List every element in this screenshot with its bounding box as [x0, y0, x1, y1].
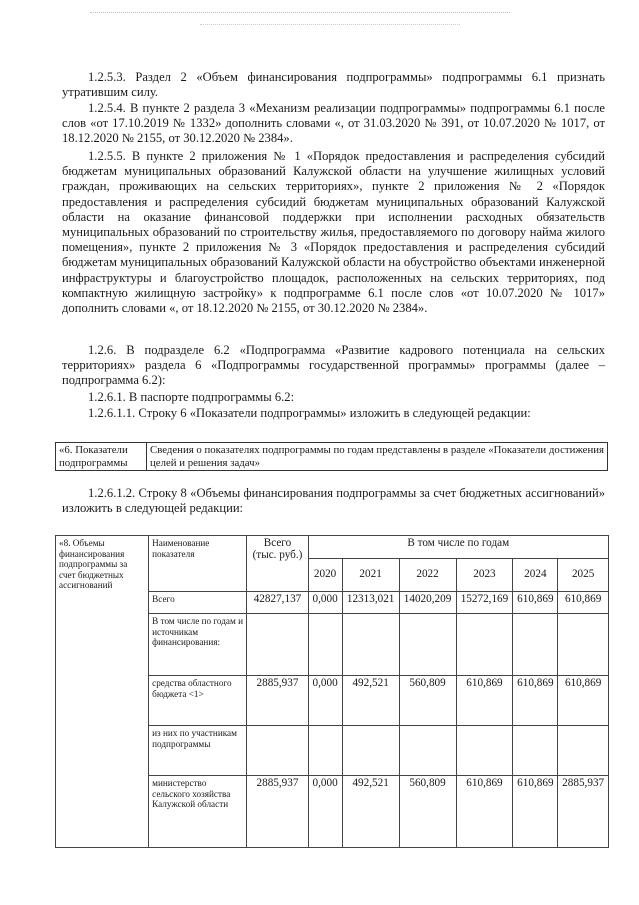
- indicators-label-cell: «6. Показатели подпрограммы: [56, 443, 147, 471]
- table-header-row: [56, 536, 609, 559]
- row-value: 12313,021: [342, 592, 399, 614]
- scan-artifact: [90, 12, 510, 14]
- year-header: 2025: [558, 559, 609, 592]
- row-value: 610,869: [558, 676, 609, 726]
- row-value: 14020,209: [399, 592, 456, 614]
- row-value: 0,000: [308, 592, 342, 614]
- row-name: Всего: [149, 592, 247, 614]
- row-value: 560,809: [399, 776, 456, 848]
- year-header: 2024: [513, 559, 558, 592]
- row-value: [456, 726, 513, 776]
- row-value: 610,869: [513, 776, 558, 848]
- indicators-table: [55, 442, 608, 471]
- col-years-title: В том числе по годам: [308, 536, 608, 559]
- year-header: 2023: [456, 559, 513, 592]
- row-value: 610,869: [558, 592, 609, 614]
- row-value: [558, 726, 609, 776]
- row-name: министерство сельского хозяйства Калужской области: [149, 776, 247, 848]
- row-value: 0,000: [308, 776, 342, 848]
- row-value: 15272,169: [456, 592, 513, 614]
- table-row: [56, 443, 608, 471]
- row-value: 610,869: [456, 776, 513, 848]
- scan-artifact: [200, 24, 460, 26]
- paragraph-1-2-6-1-1: 1.2.6.1.1. Строку 6 «Показатели подпрограммы» изложить в следующей редакции:: [88, 406, 531, 420]
- row-total: [247, 726, 308, 776]
- row-value: [342, 726, 399, 776]
- paragraph-1-2-5-4: 1.2.5.4. В пункте 2 раздела 3 «Механизм реализации подпрограммы» подпрограммы 6.1 после слов «от 17.10.2019 № 1332» дополнить словами «, от 31.03.2020 № 391, от 10.07.2020 № 1017, от 18.12.2020 № 2155, от 30.12.2020 № 2384».: [62, 101, 605, 146]
- row-total: [247, 614, 308, 676]
- financing-row-label: «8. Объемы финансирования подпрограммы за счет бюджетных ассигнований: [56, 536, 149, 848]
- row-value: [558, 614, 609, 676]
- row-name: средства областного бюджета <1>: [149, 676, 247, 726]
- row-value: 0,000: [308, 676, 342, 726]
- paragraph-1-2-6: 1.2.6. В подразделе 6.2 «Подпрограмма «Развитие кадрового потенциала на сельских территориях» раздела 6 «Подпрограммы государственной программы» программы (далее – подпрограмма 6.2):: [62, 343, 605, 388]
- row-name: В том числе по годам и источникам финансирования:: [149, 614, 247, 676]
- row-total: 2885,937: [247, 776, 308, 848]
- paragraph-1-2-6-1: 1.2.6.1. В паспорте подпрограммы 6.2:: [88, 390, 295, 404]
- paragraph-1-2-6-1-2: 1.2.6.1.2. Строку 8 «Объемы финансирования подпрограммы за счет бюджетных ассигнований» изложить в следующей редакции:: [62, 486, 605, 516]
- row-value: 610,869: [513, 592, 558, 614]
- row-value: [308, 726, 342, 776]
- row-value: [399, 614, 456, 676]
- row-value: [513, 726, 558, 776]
- row-value: 610,869: [513, 676, 558, 726]
- row-value: 560,809: [399, 676, 456, 726]
- col-total-header: Всего (тыс. руб.): [247, 536, 308, 592]
- row-value: 492,521: [342, 676, 399, 726]
- row-value: [342, 614, 399, 676]
- row-value: 610,869: [456, 676, 513, 726]
- row-value: [513, 614, 558, 676]
- col-name-header: Наименование показателя: [149, 536, 247, 592]
- row-value: 492,521: [342, 776, 399, 848]
- paragraph-1-2-5-5: 1.2.5.5. В пункте 2 приложения № 1 «Порядок предоставления и распределения субсидий бюджетам муниципальных образований Калужской области на улучшение жилищных условий граждан, проживающих на сельских территориях», пункте 2 приложения № 2 «Порядок предоставления и распределения субсидий бюджетам муниципальных образований Калужской области на оказание финансовой поддержки при исполнении расходных обязательств муниципальных образований по строительству жилья, предоставляемого по договору найма жилого помещения», пункте 2 приложения № 3 «Порядок предоставления и распределения субсидий бюджетам муниципальных образований Калужской области на обустройство объектами инженерной инфраструктуры и благоустройство площадок, расположенных на сельских территориях, под компактную жилищную застройку» к подпрограмме 6.1 после слов «от 10.07.2020 № 1017» дополнить словами «, от 18.12.2020 № 2155, от 30.12.2020 № 2384».: [62, 149, 605, 316]
- row-total: 42827,137: [247, 592, 308, 614]
- paragraph-1-2-5-3: 1.2.5.3. Раздел 2 «Объем финансирования подпрограммы» подпрограммы 6.1 признать утратившим силу.: [62, 70, 605, 100]
- row-value: 2885,937: [558, 776, 609, 848]
- year-header: 2022: [399, 559, 456, 592]
- indicators-text-cell: Сведения о показателях подпрограммы по годам представлены в разделе «Показатели достижения целей и решения задач»: [147, 443, 608, 471]
- row-value: [399, 726, 456, 776]
- row-name: из них по участникам подпрограммы: [149, 726, 247, 776]
- row-value: [456, 614, 513, 676]
- year-header: 2020: [308, 559, 342, 592]
- year-header: 2021: [342, 559, 399, 592]
- row-total: 2885,937: [247, 676, 308, 726]
- financing-table: [55, 535, 609, 848]
- row-value: [308, 614, 342, 676]
